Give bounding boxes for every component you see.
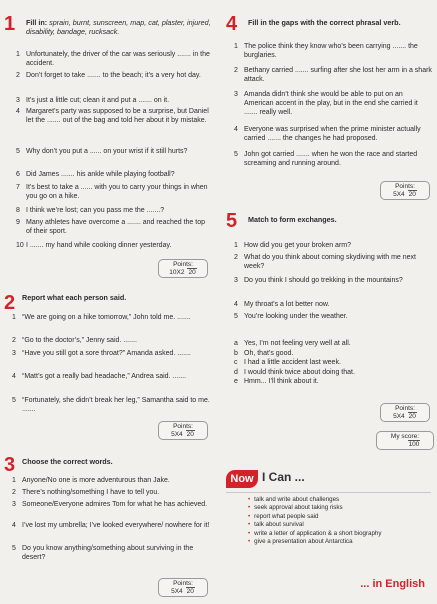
exercise-2 [0, 285, 218, 445]
exercise-4 [220, 0, 437, 205]
exercise-instruction: Match to form exchanges. [248, 215, 337, 224]
exercise-instruction [26, 18, 211, 36]
exercise-number: 2 [4, 292, 16, 314]
list-item: 3 Someone/Everyone admires Tom for what he has achieved. [12, 501, 208, 508]
list-item: • report what people said [248, 513, 381, 521]
exercise-number: 4 [226, 13, 238, 35]
list-item: 2 There’s nothing/something I have to tell you. [12, 489, 160, 496]
list-item: 4 My throat’s a lot better now. [234, 301, 330, 308]
list-item: 3 Amanda didn’t think she would be able to put on an American accent in the play, but in the end she carried it ....... really well. [234, 91, 418, 117]
list-item: 6 Did James ....... his ankle while playing football? [16, 171, 175, 178]
answer-list [234, 339, 432, 387]
exercise-5 [220, 205, 437, 460]
list-item: 5 You’re looking under the weather. [234, 313, 348, 320]
list-item: 3 “Have you still got a sore throat?” Amanda asked. ....... [12, 350, 191, 357]
exercise-number: 3 [4, 454, 16, 476]
exercise-3 [0, 452, 218, 602]
points-box: Points: 10X2 20 [158, 259, 208, 278]
word-bank: sprain, burnt, sunscreen, map, cat, plaster, injured, disability, bandage, rucksack. [26, 18, 211, 36]
in-english-label: ... in English [360, 578, 425, 590]
list-item: • seek approval about taking risks [248, 504, 381, 512]
now-i-can-title: I Can ... [262, 470, 305, 484]
list-item: 5 “Fortunately, she didn’t break her leg,” Samantha said to me. ....... [12, 397, 210, 414]
list-item: 8 I think we’re lost; can you pass me the .......? [16, 207, 165, 214]
exercise-instruction: Choose the correct words. [22, 457, 113, 466]
answer-item: b Oh, that’s good. [234, 349, 294, 357]
points-box: Points: 5X4 20 [158, 421, 208, 440]
list-item: 1 “We are going on a hike tomorrow,” John told me. ....... [12, 314, 191, 321]
list-item: 1 How did you get your broken arm? [234, 242, 351, 249]
list-item: 1 Anyone/No one is more adventurous than Jake. [12, 477, 170, 484]
list-item: 4 I’ve lost my umbrella; I’ve looked everywhere/ nowhere for it! [12, 522, 210, 529]
list-item: 2 Don’t forget to take ....... to the beach; it’s a very hot day. [16, 72, 201, 79]
answer-item: e Hmm... I’ll think about it. [234, 378, 319, 386]
points-box: Points: 5X4 20 [158, 578, 208, 597]
list-item: 1 Unfortunately, the driver of the car was seriously ....... in the accident. [16, 51, 210, 68]
exercise-number: 1 [4, 13, 16, 35]
list-item: • write a letter of application & a short biography [248, 530, 381, 538]
list-item: 2 “Go to the doctor’s,” Jenny said. ....... [12, 337, 137, 344]
list-item: 5 Why don’t you put a ...... on your wrist if it still hurts? [16, 148, 188, 155]
list-item: 1 The police think they know who’s been carrying ....... the burglaries. [234, 43, 418, 60]
list-item: 10 I ....... my hand while cooking dinner yesterday. [16, 242, 172, 249]
list-item: 5 Do you know anything/something about surviving in the desert? [12, 545, 194, 562]
now-i-can-panel [226, 466, 431, 600]
list-item: 2 What do you think about coming skydiving with me next week? [234, 254, 416, 271]
list-item: 9 Many athletes have overcome a ....... and reached the top of their sport. [16, 219, 205, 236]
answer-item: d I would think twice about doing that. [234, 368, 355, 376]
list-item: 4 “Matt’s got a really bad headache,” Andrea said. ....... [12, 373, 187, 380]
points-box: Points: 5X4 20 [380, 403, 430, 422]
list-item: 3 It’s just a little cut; clean it and put a ....... on it. [16, 97, 170, 104]
answer-item: a Yes, I’m not feeling very well at all. [234, 340, 351, 347]
can-do-list [248, 496, 381, 546]
divider [226, 492, 431, 493]
exercise-number: 5 [226, 210, 238, 232]
list-item: 2 Bethany carried ....... surfing after she lost her arm in a shark attack. [234, 67, 432, 84]
list-item: • give a presentation about Antarctica [248, 538, 381, 546]
exercise-instruction: Report what each person said. [22, 293, 127, 302]
score-box: My score: 100 [376, 431, 434, 450]
list-item: 4 Margaret’s party was supposed to be a surprise, but Daniel let the ....... out of the bag and told her about it by mistake. [16, 108, 209, 125]
answer-item: c I had a little accident last week. [234, 359, 341, 367]
instruction-label: Fill in: [26, 18, 48, 27]
exercise-1 [0, 0, 218, 285]
list-item: • talk about survival [248, 521, 381, 529]
list-item: 5 John got carried ....... when he won the race and started screaming and running around. [234, 151, 418, 168]
list-item: 7 It’s best to take a ...... with you to carry your things in when you go on a hike. [16, 184, 208, 201]
exercise-instruction: Fill in the gaps with the correct phrasal verb. [248, 18, 401, 27]
now-badge: Now [226, 470, 258, 488]
points-box: Points: 5X4 20 [380, 181, 430, 200]
list-item: • talk and write about challenges [248, 496, 381, 504]
list-item: 3 Do you think I should go trekking in the mountains? [234, 277, 403, 284]
list-item: 4 Everyone was surprised when the prime minister actually carried ....... the changes he had proposed. [234, 126, 421, 143]
